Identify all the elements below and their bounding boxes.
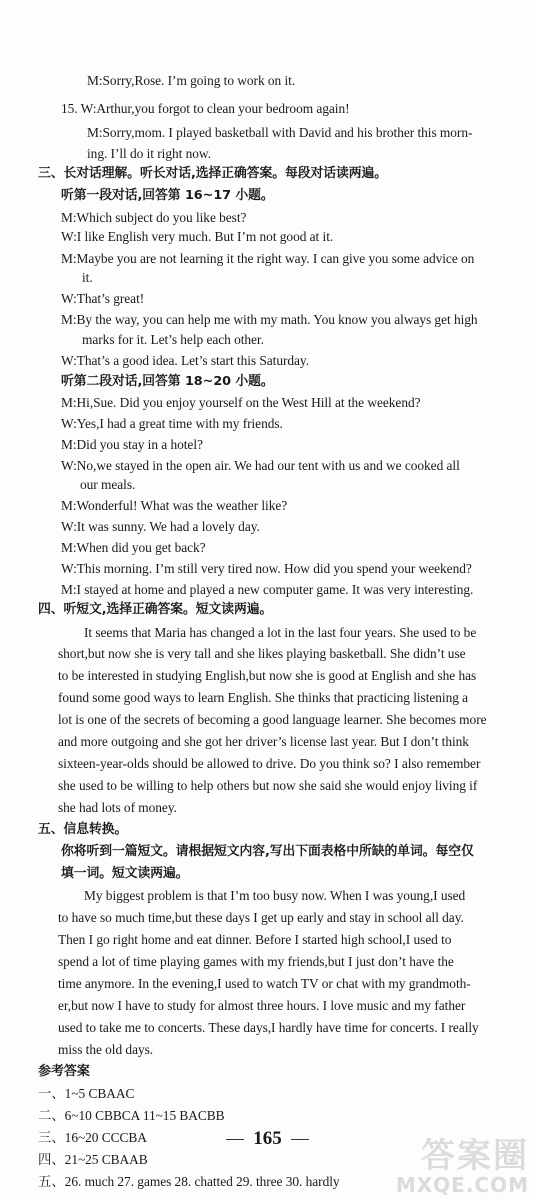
- text-line: time anymore. In the evening,I used to watch TV or chat with my grandmoth-: [58, 976, 471, 991]
- watermark: [396, 1138, 529, 1196]
- text-line: short,but now she is very tall and she likes playing basketball. She didn’t use: [58, 646, 466, 661]
- text-line: 听第一段对话,回答第 16~17 小题。: [61, 188, 274, 203]
- text-line: 三、长对话理解。听长对话,选择正确答案。每段对话读两遍。: [38, 166, 387, 181]
- page-number-dash-left: [226, 1139, 244, 1140]
- text-line: M:Maybe you are not learning it the right way. I can give you some advice on: [61, 251, 475, 266]
- text-line: M:I stayed at home and played a new computer game. It was very interesting.: [61, 582, 474, 597]
- text-line: she had lots of money.: [58, 800, 177, 815]
- text-line: M:Wonderful! What was the weather like?: [61, 498, 288, 513]
- text-line: marks for it. Let’s help each other.: [82, 332, 264, 347]
- watermark-logo: 答案圈: [421, 1136, 529, 1176]
- text-line: to be interested in studying English,but now she is good at English and she has: [58, 668, 477, 683]
- text-line: found some good ways to learn English. She thinks that practicing listening a: [58, 690, 469, 705]
- text-line: Then I go right home and eat dinner. Before I started high school,I used to: [58, 932, 452, 947]
- text-line: sixteen-year-olds should be allowed to drive. Do you think so? I also remember: [58, 756, 481, 771]
- text-line: 三、16~20 CCCBA: [38, 1130, 147, 1145]
- text-line: it.: [82, 270, 93, 285]
- text-line: she used to be willing to help others but now she said she would enjoy living if: [58, 778, 478, 793]
- text-line: 你将听到一篇短文。请根据短文内容,写出下面表格中所缺的单词。每空仅: [61, 844, 474, 859]
- text-line: lot is one of the secrets of becoming a good language learner. She becomes more: [58, 712, 487, 727]
- text-line: and more outgoing and she got her driver’s license last year. But I don’t think: [58, 734, 469, 749]
- text-line: M:Sorry,Rose. I’m going to work on it.: [87, 73, 296, 88]
- text-line: 五、26. much 27. games 28. chatted 29. three 30. hardly: [38, 1174, 340, 1189]
- text-line: ing. I’ll do it right now.: [87, 146, 211, 161]
- text-line: miss the old days.: [58, 1042, 154, 1057]
- text-line: My biggest problem is that I’m too busy now. When I was young,I used: [84, 888, 466, 903]
- text-line: M:Which subject do you like best?: [61, 210, 247, 225]
- text-line: 四、21~25 CBAAB: [38, 1152, 148, 1167]
- text-line: W:I like English very much. But I’m not good at it.: [61, 229, 334, 244]
- text-line: M:Sorry,mom. I played basketball with David and his brother this morn-: [87, 125, 473, 140]
- text-line: W:It was sunny. We had a lovely day.: [61, 519, 260, 534]
- page-number-value: 165: [253, 1128, 282, 1149]
- text-line: 二、6~10 CBBCA 11~15 BACBB: [38, 1108, 225, 1123]
- text-line: spend a lot of time playing games with my friends,but I just don’t have the: [58, 954, 454, 969]
- text-line: W:This morning. I’m still very tired now. How did you spend your weekend?: [61, 561, 472, 576]
- text-line: our meals.: [80, 477, 136, 492]
- text-line: 听第二段对话,回答第 18~20 小题。: [61, 374, 274, 389]
- text-line: W:No,we stayed in the open air. We had our tent with us and we cooked all: [61, 458, 460, 473]
- text-line: M:Hi,Sue. Did you enjoy yourself on the West Hill at the weekend?: [61, 395, 421, 410]
- text-line: M:By the way, you can help me with my math. You know you always get high: [61, 312, 478, 327]
- text-line: to have so much time,but these days I get up early and stay in school all day.: [58, 910, 464, 925]
- text-line: M:Did you stay in a hotel?: [61, 437, 203, 452]
- text-line: er,but now I have to study for almost three hours. I love music and my father: [58, 998, 466, 1013]
- watermark-site: MXQE.COM: [395, 1173, 529, 1197]
- text-line: M:When did you get back?: [61, 540, 206, 555]
- page-number-dash-right: [291, 1139, 309, 1140]
- text-line: W:That’s great!: [61, 291, 145, 306]
- text-line: W:Yes,I had a great time with my friends.: [61, 416, 283, 431]
- text-line: 填一词。短文读两遍。: [61, 866, 189, 881]
- text-line: 四、听短文,选择正确答案。短文读两遍。: [38, 602, 273, 617]
- text-line: W:That’s a good idea. Let’s start this Saturday.: [61, 353, 309, 368]
- text-line: 五、信息转换。: [38, 822, 128, 837]
- text-line: It seems that Maria has changed a lot in the last four years. She used to be: [84, 625, 477, 640]
- text-line: 参考答案: [38, 1064, 90, 1079]
- text-line: used to take me to concerts. These days,I hardly have time for concerts. I really: [58, 1020, 479, 1035]
- text-line: 一、1~5 CBAAC: [38, 1086, 135, 1101]
- text-line: 15. W:Arthur,you forgot to clean your bedroom again!: [61, 101, 350, 116]
